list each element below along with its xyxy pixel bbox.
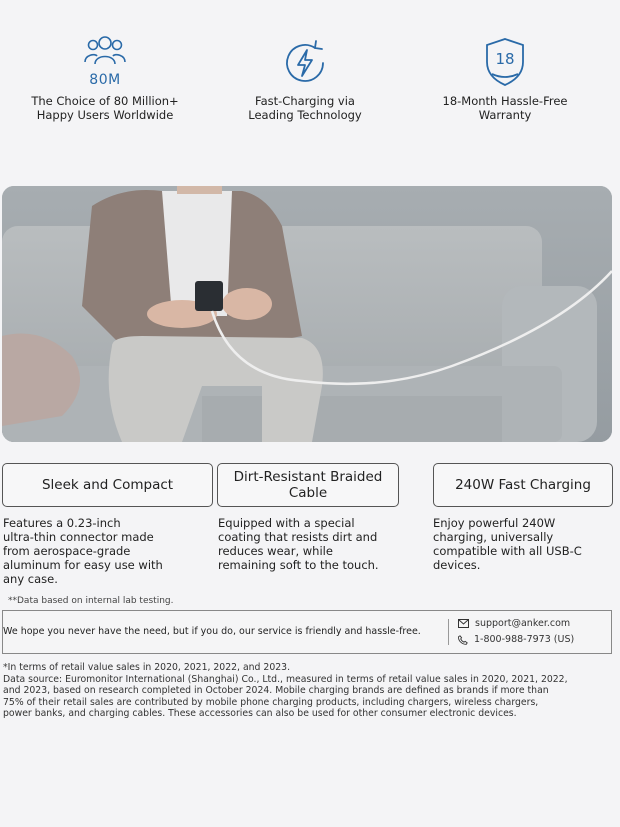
desc-line: compatible with all USB-C	[433, 544, 582, 558]
footnote-line: *In terms of retail value sales in 2020, 2021, 2022, and 2023.	[3, 662, 291, 673]
users-icon	[83, 34, 127, 66]
mail-icon	[458, 619, 469, 628]
feature-desc-braided	[218, 516, 379, 572]
feature-desc-240w	[433, 516, 582, 572]
feature-box-title-line1: Dirt-Resistant Braided	[233, 469, 383, 485]
warranty-badge: 18	[495, 50, 515, 68]
footnote-line: and 2023, based on research completed in October 2024. Mobile charging brands are defined as brands if more than	[3, 685, 549, 697]
feature-fast-charging	[205, 30, 405, 122]
footnote-line: Data source: Euromonitor International (Shanghai) Co., Ltd., measured in terms of retail value sales in 2020, 2021, 2022,	[3, 673, 568, 685]
feature-warranty	[405, 30, 605, 122]
feature-text-line2: Happy Users Worldwide	[36, 108, 174, 122]
footnotes	[3, 662, 603, 720]
feature-box-sleek	[2, 463, 213, 507]
support-box	[2, 610, 612, 654]
feature-box-title-line2: Cable	[288, 485, 328, 501]
desc-line: any case.	[3, 572, 58, 586]
users-badge: 80M	[89, 72, 121, 88]
feature-box-240w	[433, 463, 613, 507]
feature-text-line2: Warranty	[478, 108, 532, 122]
feature-box-braided	[217, 463, 399, 507]
support-divider	[448, 619, 449, 645]
desc-line: from aerospace-grade	[3, 544, 131, 558]
desc-line: reduces wear, while	[218, 544, 333, 558]
desc-line: coating that resists dirt and	[218, 530, 378, 544]
feature-text-line1: 18-Month Hassle-Free	[442, 94, 568, 108]
support-email-row	[458, 618, 570, 629]
lifestyle-photo	[2, 186, 612, 442]
desc-line: Enjoy powerful 240W	[433, 516, 556, 530]
photo-illustration	[2, 186, 612, 442]
support-email[interactable]: support@anker.com	[475, 618, 571, 629]
footnote-line: 75% of their retail sales are contributed by mobile phone charging products, including chargers, wireless chargers,	[3, 696, 539, 708]
feature-desc-sleek	[3, 516, 163, 586]
feature-text-line2: Leading Technology	[248, 108, 362, 122]
lab-testing-note: **Data based on internal lab testing.	[8, 596, 174, 606]
fast-charging-icon	[280, 38, 330, 88]
phone-icon	[458, 635, 468, 645]
desc-line: aluminum for easy use with	[3, 558, 163, 572]
support-message: We hope you never have the need, but if you do, our service is friendly and hassle-free.	[3, 626, 421, 637]
desc-line: Features a 0.23-inch	[3, 516, 121, 530]
desc-line: remaining soft to the touch.	[218, 558, 379, 572]
footnote-line: power banks, and charging cables. These accessories can also be used for other consumer electronic devices.	[3, 708, 517, 720]
support-phone-row	[458, 634, 574, 645]
feature-users	[5, 30, 205, 122]
feature-text-line1: Fast-Charging via	[255, 94, 355, 108]
feature-text-line1: The Choice of 80 Million+	[31, 94, 179, 108]
feature-box-title: Sleek and Compact	[41, 477, 174, 493]
desc-line: ultra-thin connector made	[3, 530, 154, 544]
desc-line: Equipped with a special	[218, 516, 355, 530]
desc-line: devices.	[433, 558, 481, 572]
support-phone[interactable]: 1-800-988-7973 (US)	[474, 634, 575, 645]
desc-line: charging, universally	[433, 530, 554, 544]
feature-box-title: 240W Fast Charging	[455, 477, 591, 493]
